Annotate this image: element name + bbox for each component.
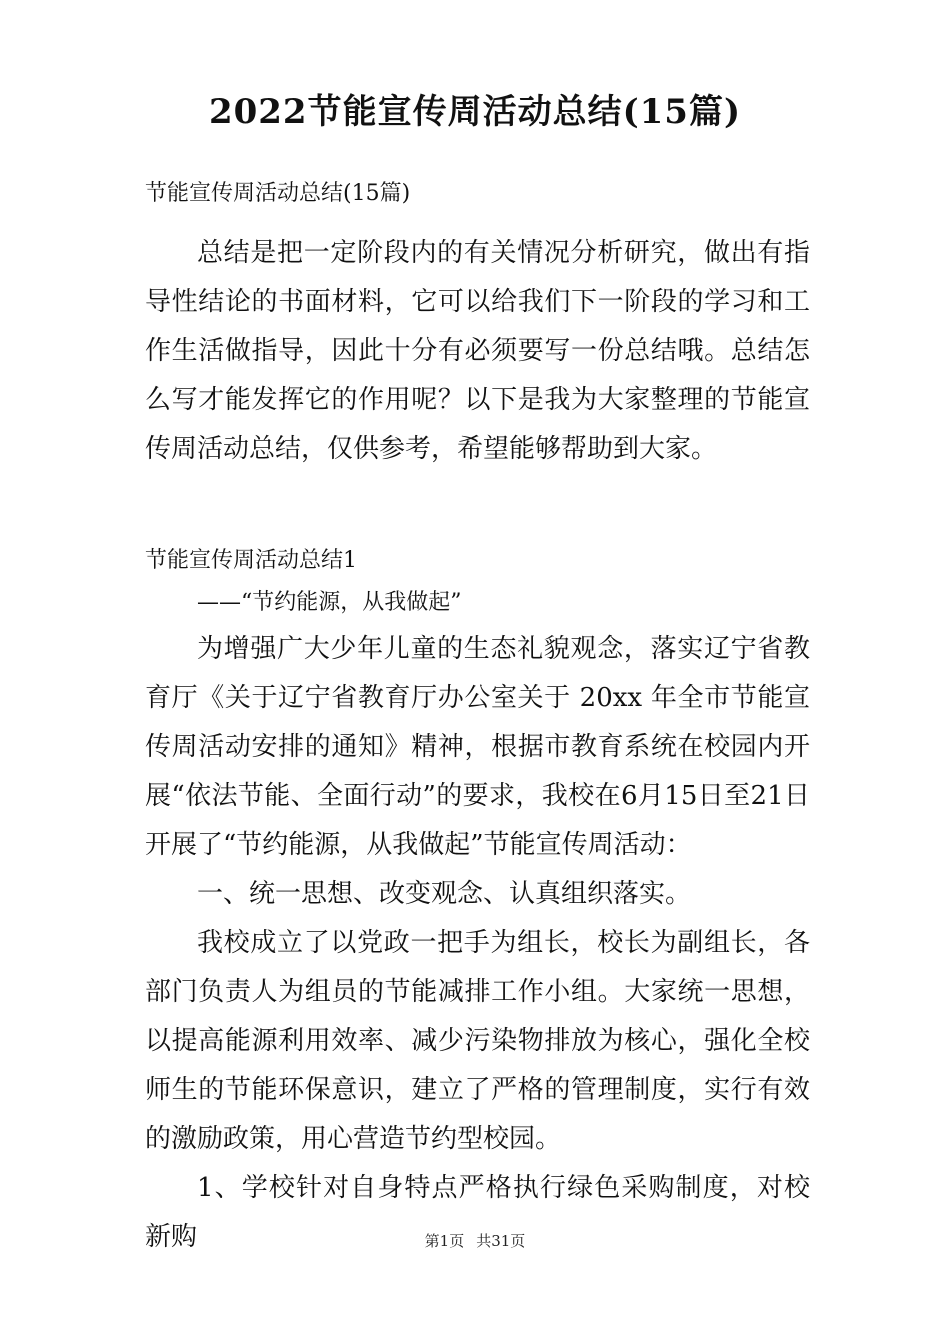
total-pages: 共31页 (476, 1232, 526, 1250)
body-paragraph: 一、统一思想、改变观念、认真组织落实。 (197, 879, 692, 909)
page-footer (0, 1231, 950, 1251)
document-body (145, 178, 810, 1262)
body-paragraph: 为增强广大少年儿童的生态礼貌观念，落实辽宁省教育厅《关于辽宁省教育厅办公室关于 20xx 年全市节能宣传周活动安排的通知》精神，根据市教育系统在校园内开展“依法节能、全面行动”的要求，我校在6月15日至21日开展了“节约能源，从我做起”节能宣传周活动： (145, 634, 810, 860)
document-title: 2022节能宣传周活动总结(15篇) (208, 92, 742, 132)
page-number: 第1页 (424, 1232, 465, 1250)
section-motto: ——“节约能源，从我做起” (197, 590, 462, 615)
document-subtitle: 节能宣传周活动总结(15篇) (145, 181, 411, 206)
section-heading: 节能宣传周活动总结1 (145, 548, 357, 573)
intro-paragraph: 总结是把一定阶段内的有关情况分析研究，做出有指导性结论的书面材料，它可以给我们下一阶段的学习和工作生活做指导，因此十分有必须要写一份总结哦。总结怎么写才能发挥它的作用呢？以下是我为大家整理的节能宣传周活动总结，仅供参考，希望能够帮助到大家。 (145, 238, 810, 464)
body-paragraph: 我校成立了以党政一把手为组长，校长为副组长，各部门负责人为组员的节能减排工作小组。大家统一思想，以提高能源利用效率、减少污染物排放为核心，强化全校师生的节能环保意识，建立了严格的管理制度，实行有效的激励政策，用心营造节约型校园。 (145, 928, 810, 1154)
body-paragraph: 1、学校针对自身特点严格执行绿色采购制度，对校新购 (145, 1173, 810, 1252)
